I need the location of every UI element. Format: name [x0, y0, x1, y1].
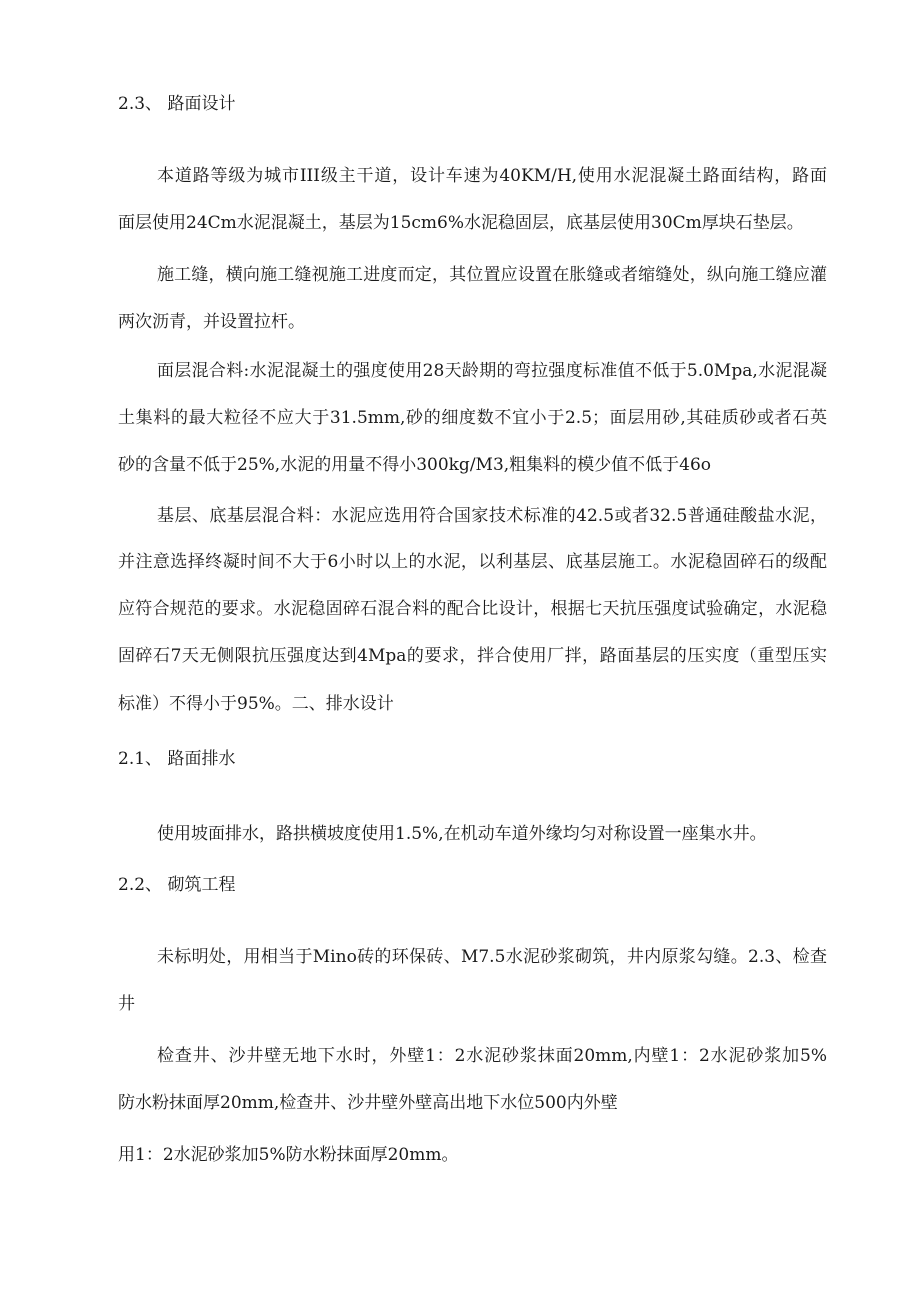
para3-line1: 面层混合料:水泥混凝土的强度使用28天龄期的弯拉强度标准值不低于5.0Mpa,水泥混凝 [157, 361, 827, 381]
para7-line3: 用1：2水泥砂浆加5%防水粉抹面厚20mm。 [118, 1145, 459, 1165]
para4-line3: 应符合规范的要求。水泥稳固碎石混合料的配合比设计，根据七天抗压强度试验确定，水泥稳 [118, 599, 827, 619]
para2-line1: 施工缝，横向施工缝视施工进度而定，其位置应设置在胀缝或者缩缝处，纵向施工缝应灌 [157, 265, 827, 285]
para3-line3: 砂的含量不低于25%,水泥的用量不得小300kg/M3,粗集料的模少值不低于46o [118, 455, 712, 475]
para4-line1: 基层、底基层混合料：水泥应选用符合国家技术标准的42.5或者32.5普通硅酸盐水泥， [157, 506, 827, 526]
para5-line1: 使用坡面排水，路拱横坡度使用1.5%,在机动车道外缘均匀对称设置一座集水井。 [157, 824, 767, 844]
para1-line2: 面层使用24Cm水泥混凝土，基层为15cm6%水泥稳固层，底基层使用30Cm厚块石垫层。 [118, 213, 804, 233]
section-heading-2-2: 2.2、 砌筑工程 [118, 875, 236, 895]
para4-line4: 固碎石7天无侧限抗压强度达到4Mpa的要求，拌合使用厂拌，路面基层的压实度（重型压实 [118, 646, 827, 666]
para1-line1: 本道路等级为城市III级主干道，设计车速为40KM/H,使用水泥混凝土路面结构，路面 [157, 166, 827, 186]
para7-line1: 检查井、沙井壁无地下水时，外壁1：2水泥砂浆抹面20mm,内壁1：2水泥砂浆加5% [157, 1046, 827, 1066]
para6-line2: 井 [118, 994, 135, 1014]
para3-line2: 土集料的最大粒径不应大于31.5mm,砂的细度数不宜小于2.5；面层用砂,其硅质砂或者石英 [118, 408, 827, 428]
para4-line2: 并注意选择终凝时间不大于6小时以上的水泥，以利基层、底基层施工。水泥稳固碎石的级配 [118, 552, 827, 572]
section-heading-2-3: 2.3、 路面设计 [118, 94, 236, 114]
para6-line1: 未标明处，用相当于Mino砖的环保砖、M7.5水泥砂浆砌筑，井内原浆勾缝。2.3、检查 [157, 947, 827, 967]
para4-line5: 标准）不得小于95%。二、排水设计 [118, 694, 394, 714]
para7-line2: 防水粉抹面厚20mm,检查井、沙井壁外壁高出地下水位500内外壁 [118, 1093, 618, 1113]
section-heading-2-1: 2.1、 路面排水 [118, 749, 236, 769]
para2-line2: 两次沥青，并设置拉杆。 [118, 312, 305, 332]
